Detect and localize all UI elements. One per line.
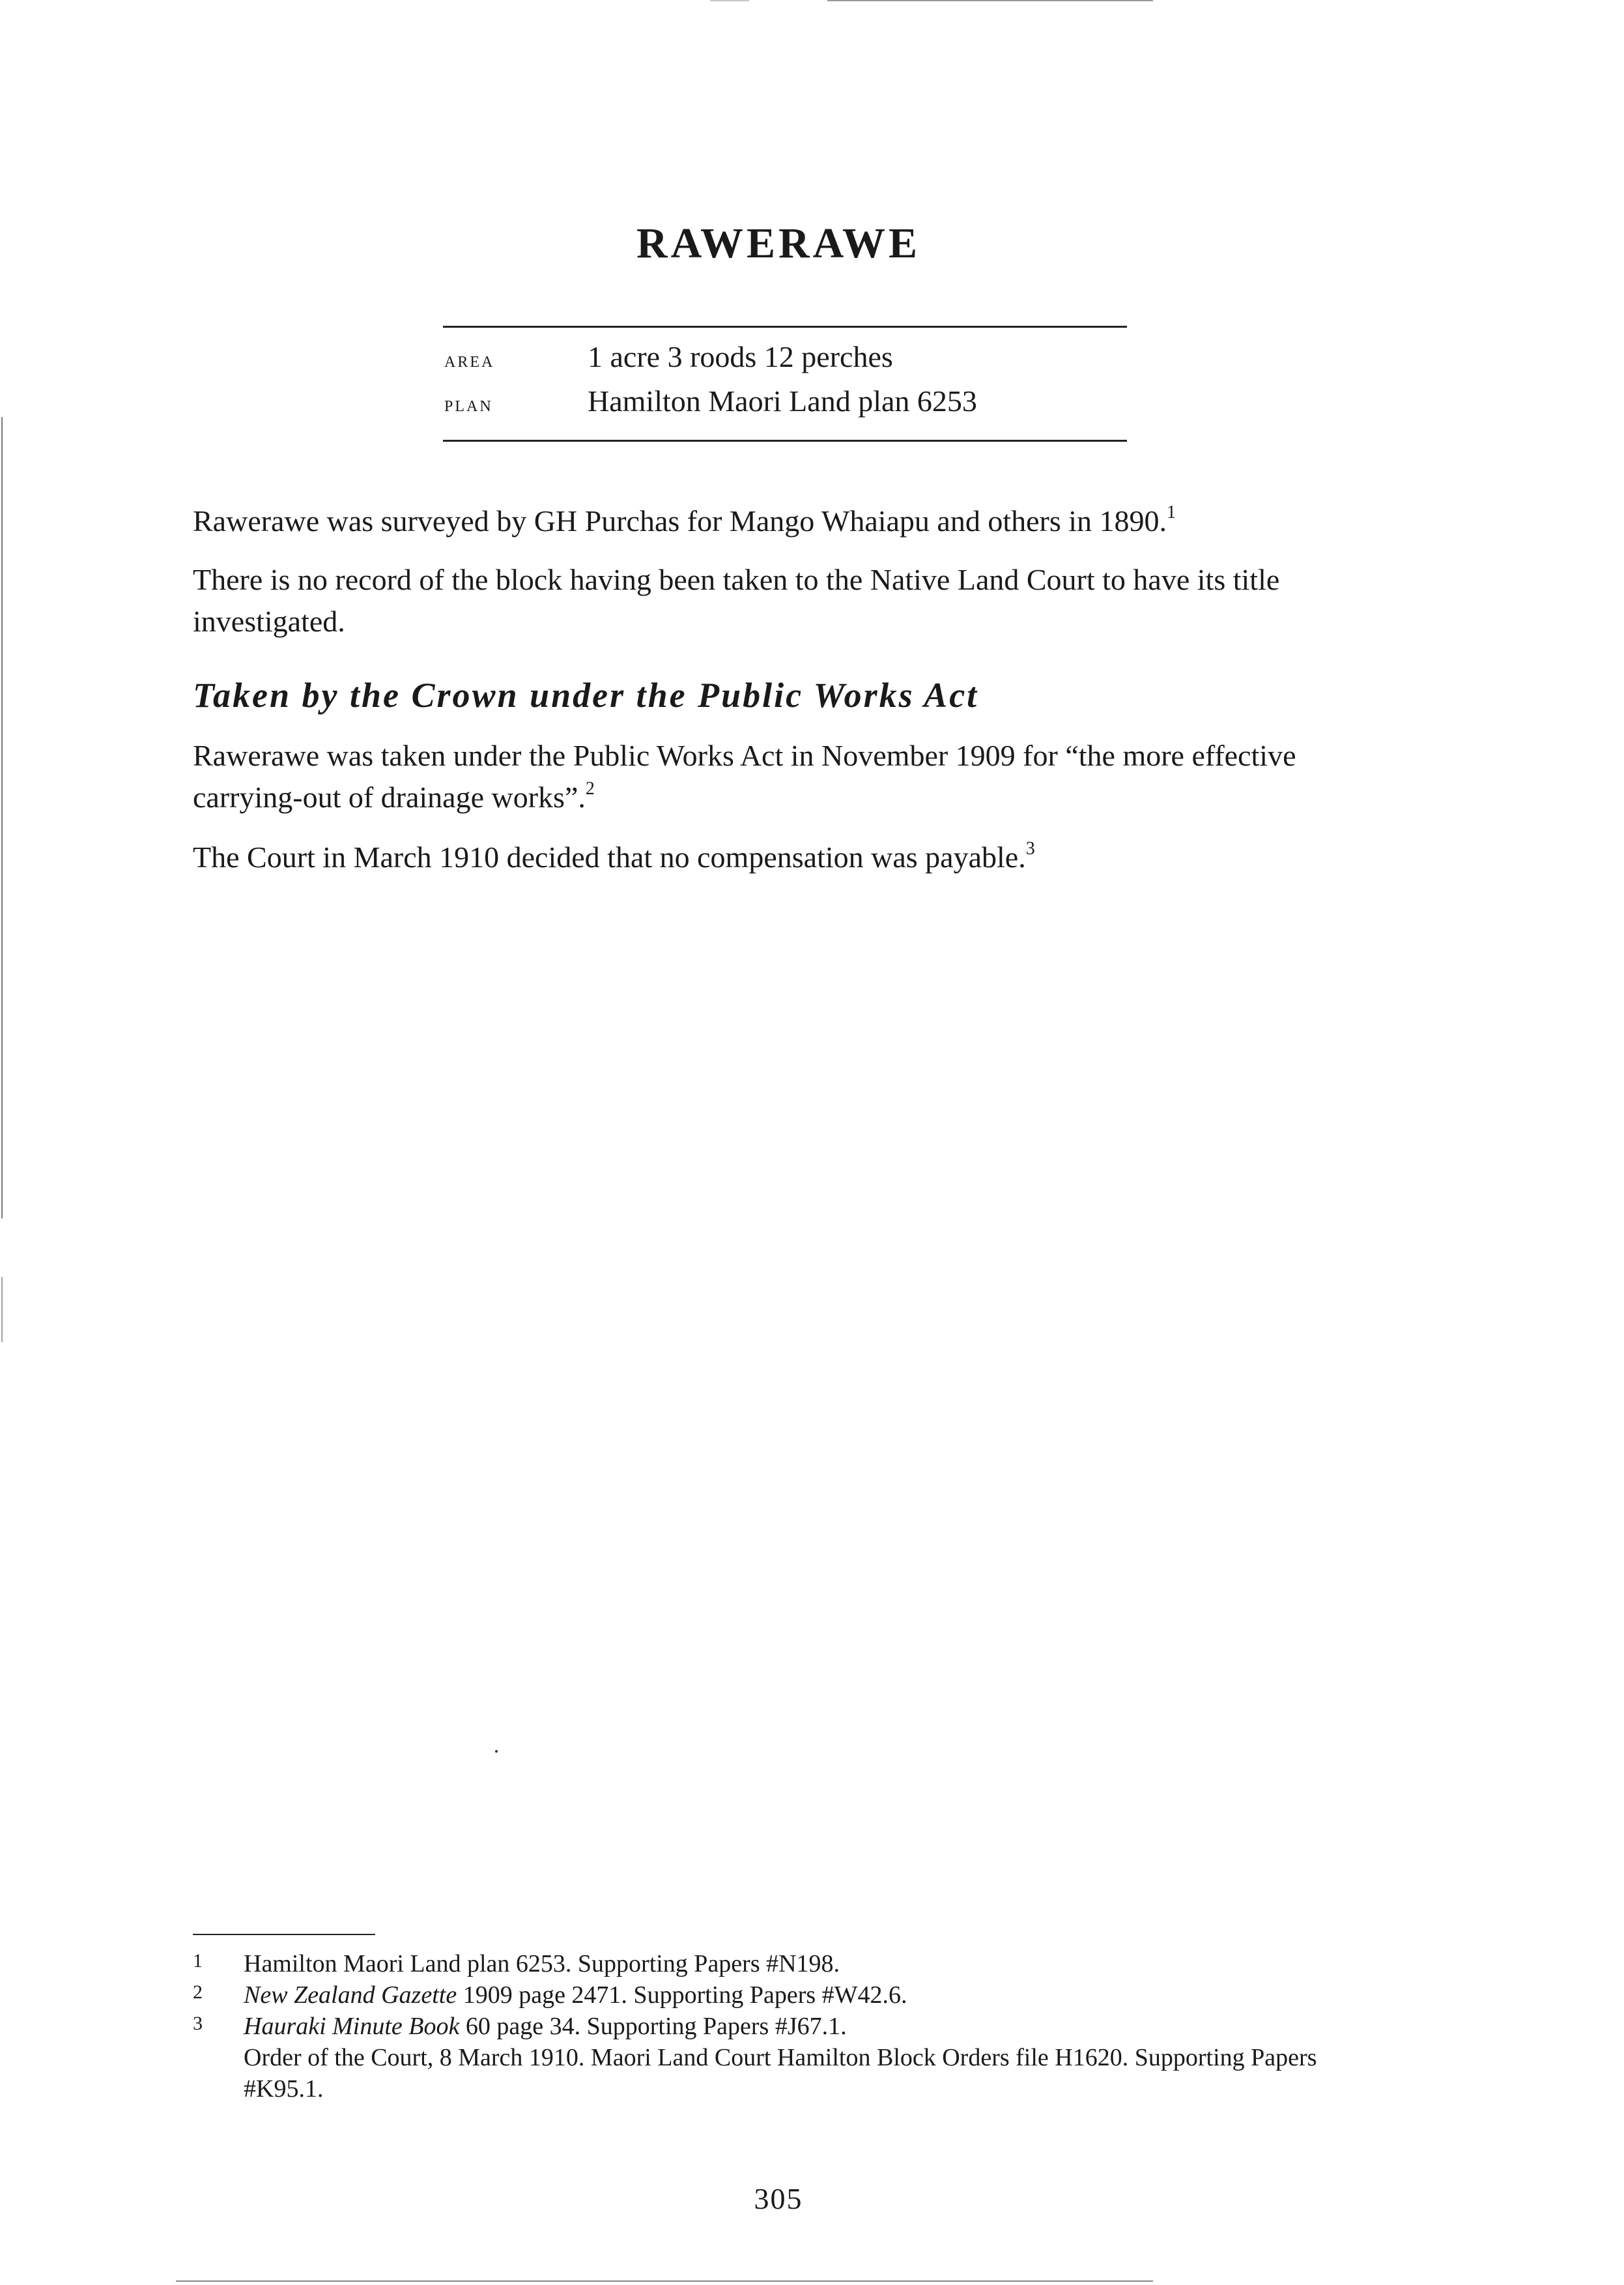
plan-label: plan [444,392,493,416]
paragraph-text: Rawerawe was taken under the Public Works Act in November 1909 for “the more effective carrying-out of drainage works”. [193,739,1296,814]
footnote-text: 1909 page 2471. Supporting Papers #W42.6. [457,1981,907,2009]
footnote-number: 1 [193,1950,203,1972]
paragraph-no-record [193,559,1404,642]
block-details-table [443,326,1127,442]
footnote-ref: 2 [585,779,595,799]
paragraph-text: The Court in March 1910 decided that no compensation was payable. [193,841,1026,874]
paragraph-text: There is no record of the block having been taken to the Native Land Court to have its title investigated. [193,563,1280,638]
footnote-number: 2 [193,1981,203,2003]
area-label: area [444,348,495,372]
footnote-ref: 3 [1025,839,1035,859]
section-heading: Taken by the Crown under the Public Works Act [193,676,979,715]
footnote-text: 60 page 34. Supporting Papers #J67.1. [459,2013,847,2040]
footnote-continuation: Order of the Court, 8 March 1910. Maori Land Court Hamilton Block Orders file H1620. Supporting Papers #K95.1. [244,2044,1317,2103]
scan-edge-line [1,417,3,1218]
plan-value: Hamilton Maori Land plan 6253 [588,384,977,418]
page-number: 305 [754,2182,803,2215]
area-value: 1 acre 3 roods 12 perches [588,340,893,373]
footnote-divider [193,1934,375,1935]
footnote-ref: 1 [1167,502,1176,523]
footnote-italic: New Zealand Gazette [244,1981,457,2009]
plan-row [443,384,1127,428]
scan-edge-line [827,0,1153,1]
scan-edge-line [176,2280,1153,2282]
footnote-text: Hamilton Maori Land plan 6253. Supporting Papers #N198. [244,1950,840,1977]
footnote-italic: Hauraki Minute Book [244,2013,460,2040]
footnote [193,1948,1365,1979]
paragraph-text: Rawerawe was surveyed by GH Purchas for Mango Whaiapu and others in 1890. [193,504,1167,538]
paragraph-survey [193,500,1404,542]
footnote [193,1979,1365,2011]
scan-edge-line [1,1277,3,1342]
page-title: RAWERAWE [636,220,921,267]
scan-speck [495,1750,498,1753]
area-row [443,339,1127,384]
paragraph-compensation [193,837,1404,878]
scan-edge-line [710,0,749,1]
footnote [193,2011,1365,2042]
footnote-number: 3 [193,2013,203,2034]
paragraph-public-works [193,735,1404,818]
footnotes [193,1948,1365,2105]
